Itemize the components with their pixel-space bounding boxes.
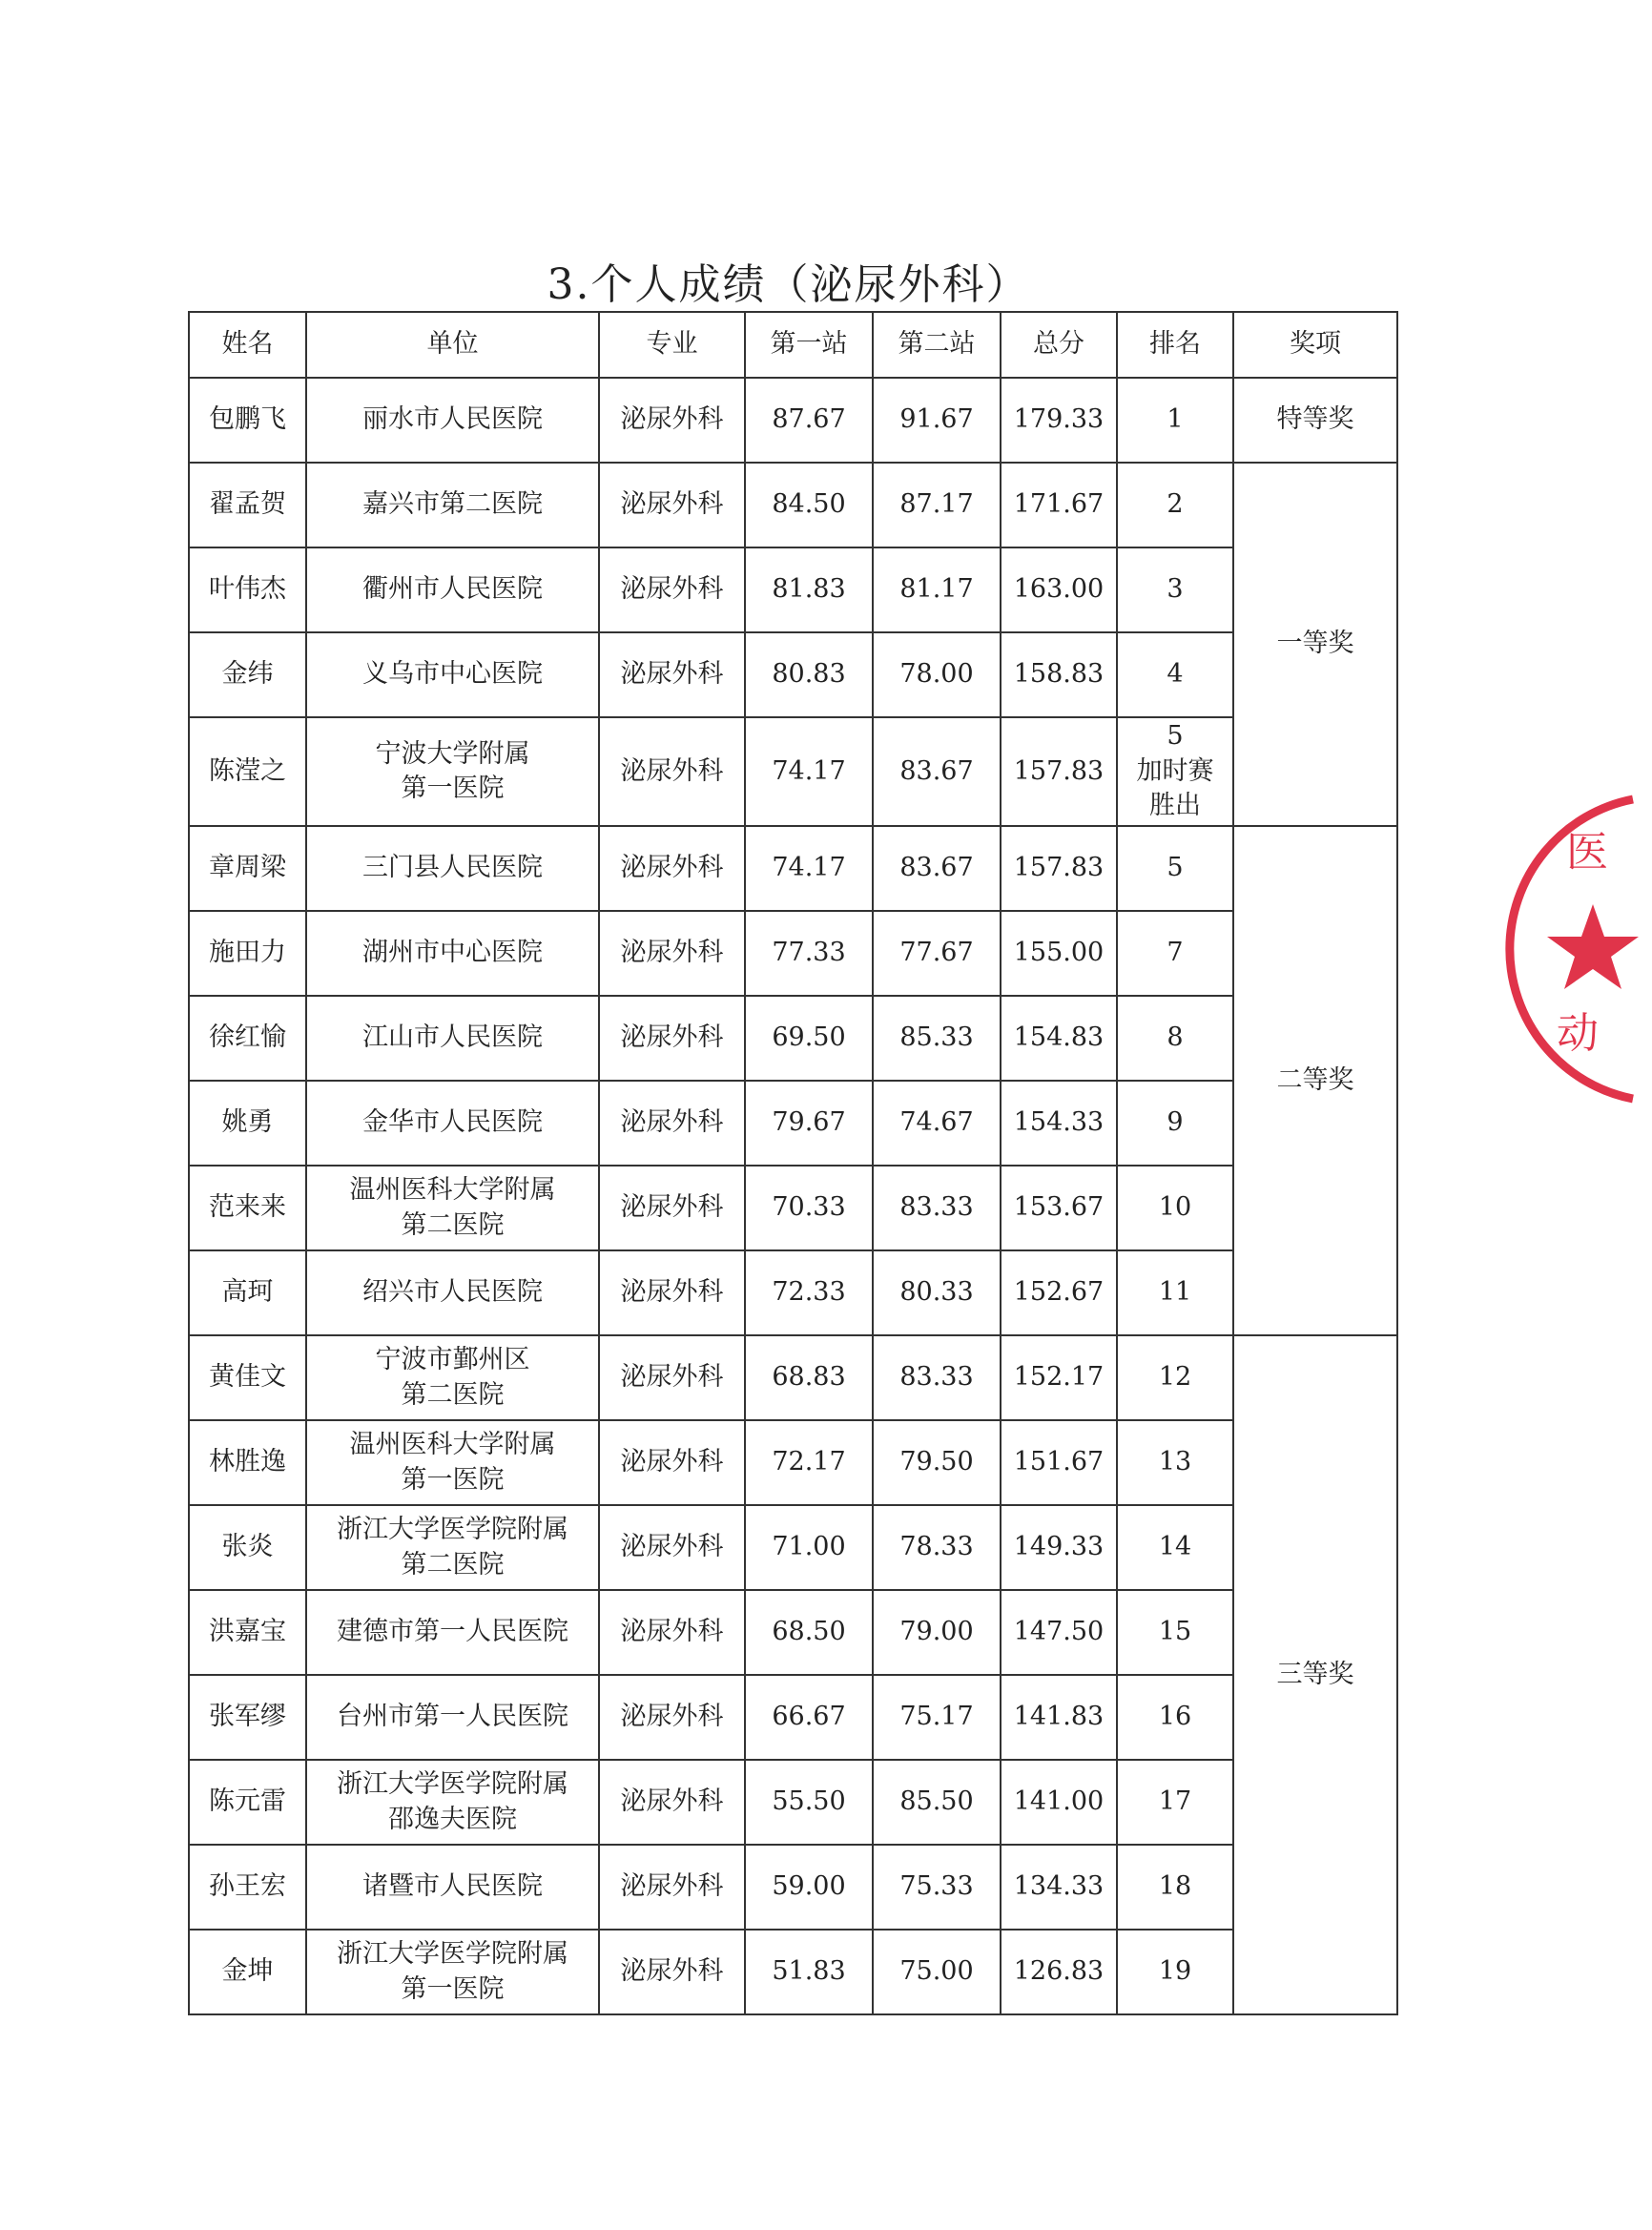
cell-total: 147.50	[1001, 1590, 1117, 1675]
cell-station1: 72.17	[745, 1420, 873, 1505]
results-table	[188, 311, 1398, 2015]
cell-unit: 诸暨市人民医院	[306, 1845, 599, 1930]
cell-rank: 8	[1117, 996, 1233, 1081]
cell-station1: 71.00	[745, 1505, 873, 1590]
table-row	[189, 463, 1397, 547]
cell-station2: 79.50	[873, 1420, 1001, 1505]
cell-name: 金纬	[189, 632, 306, 717]
award-second: 二等奖	[1233, 826, 1397, 1335]
cell-total: 154.83	[1001, 996, 1117, 1081]
cell-rank: 3	[1117, 547, 1233, 632]
cell-station2: 83.67	[873, 717, 1001, 826]
cell-station2: 79.00	[873, 1590, 1001, 1675]
cell-unit: 温州医科大学附属 第一医院	[306, 1420, 599, 1505]
cell-name: 张军缪	[189, 1675, 306, 1760]
cell-unit: 金华市人民医院	[306, 1081, 599, 1166]
table-row	[189, 1930, 1397, 2014]
table-row	[189, 1845, 1397, 1930]
cell-station2: 77.67	[873, 911, 1001, 996]
page-title: 3.个人成绩（泌尿外科）	[547, 260, 1030, 309]
cell-unit: 浙江大学医学院附属 第一医院	[306, 1930, 599, 2014]
cell-rank: 7	[1117, 911, 1233, 996]
cell-total: 149.33	[1001, 1505, 1117, 1590]
cell-unit: 宁波市鄞州区 第二医院	[306, 1335, 599, 1420]
cell-name: 翟孟贺	[189, 463, 306, 547]
table-row	[189, 632, 1397, 717]
cell-name: 陈滢之	[189, 717, 306, 826]
award-third: 三等奖	[1233, 1335, 1397, 2014]
cell-major: 泌尿外科	[599, 1420, 745, 1505]
cell-total: 126.83	[1001, 1930, 1117, 2014]
cell-rank: 5	[1117, 826, 1233, 911]
cell-station2: 85.50	[873, 1760, 1001, 1845]
award-special: 特等奖	[1233, 378, 1397, 463]
cell-station1: 74.17	[745, 717, 873, 826]
cell-rank: 15	[1117, 1590, 1233, 1675]
cell-major: 泌尿外科	[599, 632, 745, 717]
cell-unit: 台州市第一人民医院	[306, 1675, 599, 1760]
cell-major: 泌尿外科	[599, 996, 745, 1081]
cell-station1: 51.83	[745, 1930, 873, 2014]
table-row	[189, 1420, 1397, 1505]
cell-total: 155.00	[1001, 911, 1117, 996]
cell-total: 152.67	[1001, 1250, 1117, 1335]
cell-name: 洪嘉宝	[189, 1590, 306, 1675]
cell-station1: 68.50	[745, 1590, 873, 1675]
cell-station2: 75.00	[873, 1930, 1001, 2014]
cell-station2: 80.33	[873, 1250, 1001, 1335]
cell-rank: 18	[1117, 1845, 1233, 1930]
cell-major: 泌尿外科	[599, 463, 745, 547]
cell-total: 141.00	[1001, 1760, 1117, 1845]
cell-unit: 义乌市中心医院	[306, 632, 599, 717]
cell-name: 施田力	[189, 911, 306, 996]
cell-name: 张炎	[189, 1505, 306, 1590]
header-award: 奖项	[1233, 312, 1397, 378]
cell-rank: 9	[1117, 1081, 1233, 1166]
cell-name: 高珂	[189, 1250, 306, 1335]
cell-station1: 87.67	[745, 378, 873, 463]
cell-unit: 宁波大学附属 第一医院	[306, 717, 599, 826]
cell-major: 泌尿外科	[599, 547, 745, 632]
cell-station2: 83.33	[873, 1335, 1001, 1420]
table-row	[189, 547, 1397, 632]
seal-star	[1547, 904, 1639, 989]
cell-rank: 1	[1117, 378, 1233, 463]
table-header-row	[189, 312, 1397, 378]
cell-name: 陈元雷	[189, 1760, 306, 1845]
table-row	[189, 1166, 1397, 1250]
header-rank: 排名	[1117, 312, 1233, 378]
cell-major: 泌尿外科	[599, 1081, 745, 1166]
table-row	[189, 1335, 1397, 1420]
cell-rank: 13	[1117, 1420, 1233, 1505]
cell-station1: 80.83	[745, 632, 873, 717]
cell-total: 157.83	[1001, 717, 1117, 826]
cell-station1: 74.17	[745, 826, 873, 911]
cell-total: 151.67	[1001, 1420, 1117, 1505]
cell-major: 泌尿外科	[599, 1760, 745, 1845]
cell-total: 158.83	[1001, 632, 1117, 717]
table-row	[189, 717, 1397, 826]
seal-text-bottom: 动	[1557, 1009, 1599, 1058]
cell-unit: 丽水市人民医院	[306, 378, 599, 463]
cell-total: 163.00	[1001, 547, 1117, 632]
table-row	[189, 1505, 1397, 1590]
award-first: 一等奖	[1233, 463, 1397, 826]
cell-rank: 2	[1117, 463, 1233, 547]
cell-total: 171.67	[1001, 463, 1117, 547]
cell-unit: 湖州市中心医院	[306, 911, 599, 996]
header-name: 姓名	[189, 312, 306, 378]
cell-station2: 78.00	[873, 632, 1001, 717]
cell-major: 泌尿外科	[599, 1166, 745, 1250]
table-row	[189, 1590, 1397, 1675]
cell-name: 范来来	[189, 1166, 306, 1250]
cell-station1: 55.50	[745, 1760, 873, 1845]
cell-name: 姚勇	[189, 1081, 306, 1166]
cell-name: 金坤	[189, 1930, 306, 2014]
cell-total: 152.17	[1001, 1335, 1117, 1420]
cell-name: 章周梁	[189, 826, 306, 911]
cell-station1: 68.83	[745, 1335, 873, 1420]
table-row	[189, 1081, 1397, 1166]
cell-name: 叶伟杰	[189, 547, 306, 632]
cell-station2: 87.17	[873, 463, 1001, 547]
cell-major: 泌尿外科	[599, 1335, 745, 1420]
cell-total: 179.33	[1001, 378, 1117, 463]
table-row	[189, 911, 1397, 996]
seal-text-top: 医	[1566, 828, 1608, 877]
cell-total: 141.83	[1001, 1675, 1117, 1760]
cell-station2: 83.33	[873, 1166, 1001, 1250]
cell-name: 林胜逸	[189, 1420, 306, 1505]
cell-rank: 5 加时赛 胜出	[1117, 717, 1233, 826]
table-row	[189, 1675, 1397, 1760]
cell-rank: 11	[1117, 1250, 1233, 1335]
cell-name: 孙王宏	[189, 1845, 306, 1930]
cell-station1: 81.83	[745, 547, 873, 632]
cell-station1: 66.67	[745, 1675, 873, 1760]
cell-station1: 72.33	[745, 1250, 873, 1335]
cell-station2: 78.33	[873, 1505, 1001, 1590]
cell-unit: 温州医科大学附属 第二医院	[306, 1166, 599, 1250]
header-station1: 第一站	[745, 312, 873, 378]
cell-station2: 75.33	[873, 1845, 1001, 1930]
cell-station1: 77.33	[745, 911, 873, 996]
cell-total: 134.33	[1001, 1845, 1117, 1930]
cell-unit: 衢州市人民医院	[306, 547, 599, 632]
cell-unit: 嘉兴市第二医院	[306, 463, 599, 547]
cell-rank: 16	[1117, 1675, 1233, 1760]
cell-unit: 浙江大学医学院附属 邵逸夫医院	[306, 1760, 599, 1845]
cell-rank: 10	[1117, 1166, 1233, 1250]
cell-major: 泌尿外科	[599, 378, 745, 463]
cell-major: 泌尿外科	[599, 1505, 745, 1590]
table-row	[189, 826, 1397, 911]
cell-station1: 79.67	[745, 1081, 873, 1166]
cell-major: 泌尿外科	[599, 1590, 745, 1675]
cell-rank: 12	[1117, 1335, 1233, 1420]
cell-unit: 江山市人民医院	[306, 996, 599, 1081]
cell-unit: 浙江大学医学院附属 第二医院	[306, 1505, 599, 1590]
cell-name: 黄佳文	[189, 1335, 306, 1420]
cell-station2: 91.67	[873, 378, 1001, 463]
cell-unit: 绍兴市人民医院	[306, 1250, 599, 1335]
cell-rank: 17	[1117, 1760, 1233, 1845]
cell-total: 157.83	[1001, 826, 1117, 911]
header-total: 总分	[1001, 312, 1117, 378]
header-station2: 第二站	[873, 312, 1001, 378]
cell-station2: 85.33	[873, 996, 1001, 1081]
cell-station2: 75.17	[873, 1675, 1001, 1760]
cell-major: 泌尿外科	[599, 1675, 745, 1760]
cell-station1: 59.00	[745, 1845, 873, 1930]
header-unit: 单位	[306, 312, 599, 378]
cell-major: 泌尿外科	[599, 1930, 745, 2014]
table-row	[189, 1760, 1397, 1845]
cell-major: 泌尿外科	[599, 1845, 745, 1930]
cell-major: 泌尿外科	[599, 826, 745, 911]
table-row	[189, 378, 1397, 463]
cell-total: 154.33	[1001, 1081, 1117, 1166]
cell-total: 153.67	[1001, 1166, 1117, 1250]
table-row	[189, 1250, 1397, 1335]
cell-station1: 84.50	[745, 463, 873, 547]
cell-station1: 69.50	[745, 996, 873, 1081]
cell-rank: 14	[1117, 1505, 1233, 1590]
cell-station2: 81.17	[873, 547, 1001, 632]
cell-name: 徐红愉	[189, 996, 306, 1081]
cell-rank: 4	[1117, 632, 1233, 717]
cell-unit: 建德市第一人民医院	[306, 1590, 599, 1675]
table-row	[189, 996, 1397, 1081]
cell-station2: 74.67	[873, 1081, 1001, 1166]
header-major: 专业	[599, 312, 745, 378]
cell-major: 泌尿外科	[599, 911, 745, 996]
cell-major: 泌尿外科	[599, 717, 745, 826]
cell-unit: 三门县人民医院	[306, 826, 599, 911]
cell-station1: 70.33	[745, 1166, 873, 1250]
official-seal	[1518, 792, 1652, 1106]
cell-rank: 19	[1117, 1930, 1233, 2014]
cell-station2: 83.67	[873, 826, 1001, 911]
cell-name: 包鹏飞	[189, 378, 306, 463]
cell-major: 泌尿外科	[599, 1250, 745, 1335]
